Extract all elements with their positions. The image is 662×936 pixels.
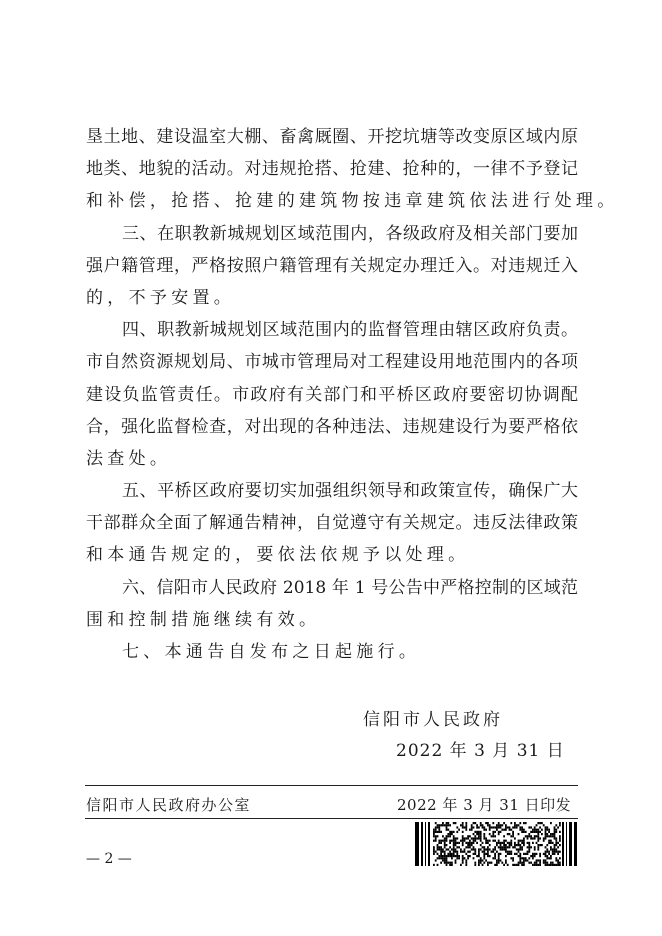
paragraph-line: 和本通告规定的，要依法依规予以处理。 (86, 545, 470, 566)
paragraph-line: 垦土地、建设温室大棚、畜禽厩圈、开挖坑塘等改变原区域内原 (86, 127, 578, 147)
paragraph-line: 建设负监管责任。市政府有关部门和平桥区政府要密切协调配 (86, 384, 578, 405)
paragraph-line: 合，强化监督检查，对出现的各种违法、违规建设行为要严格依 (86, 416, 578, 437)
print-date: 2022 年 3 月 31 日印发 (397, 796, 572, 814)
barcode-icon (415, 822, 577, 866)
paragraph-line: 六、信阳市人民政府 2018 年 1 号公告中严格控制的区域范 (122, 577, 578, 598)
page-number: — 2 — (86, 851, 132, 867)
footer-bottom-rule (85, 818, 578, 819)
paragraph-line: 市自然资源规划局、市城市管理局对工程建设用地范围内的各项 (86, 352, 578, 373)
paragraph-line: 五、平桥区政府要切实加强组织领导和政策宣传，确保广大 (122, 481, 578, 502)
paragraph-line: 法查处。 (86, 448, 172, 469)
paragraph-line: 七、本通告自发布之日起施行。 (122, 642, 421, 662)
document-body (86, 121, 619, 668)
paragraph-line: 强户籍管理，严格按照户籍管理有关规定办理迁入。对违规迁入 (86, 255, 578, 276)
paragraph-line: 三、在职教新城规划区域范围内，各级政府及相关部门要加 (122, 223, 578, 244)
issuer-signature: 信阳市人民政府 (363, 710, 503, 730)
footer-top-rule (85, 785, 578, 786)
paragraph-line: 干部群众全面了解通告精神，自觉遵守有关规定。违反法律政策 (86, 513, 578, 534)
paragraph-line: 围和控制措施继续有效。 (86, 609, 321, 630)
paragraph-line: 和补偿，抢搭、抢建的建筑物按违章建筑依法进行处理。 (86, 191, 619, 212)
paragraph-line: 的，不予安置。 (86, 287, 236, 308)
issue-date: 2022 年 3 月 31 日 (396, 741, 565, 761)
issuing-office: 信阳市人民政府办公室 (86, 796, 252, 814)
paragraph-line: 四、职教新城规划区域范围内的监督管理由辖区政府负责。 (122, 320, 578, 341)
paragraph-line: 地类、地貌的活动。对违规抢搭、抢建、抢种的，一律不予登记 (86, 159, 578, 180)
